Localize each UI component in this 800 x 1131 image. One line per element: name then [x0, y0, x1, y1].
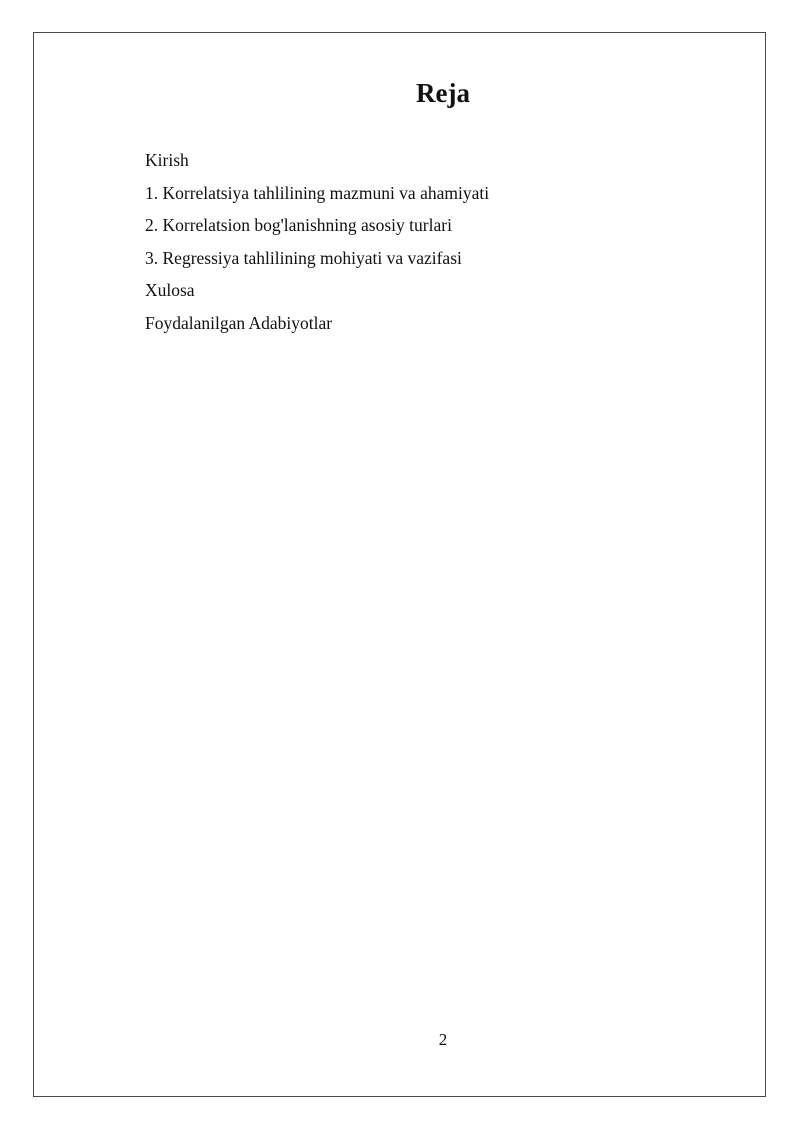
toc-item-conclusion: Xulosa: [145, 280, 195, 301]
page-title: Reja: [416, 78, 470, 108]
page-number: 2: [438, 1030, 448, 1049]
toc-item-2: 2. Korrelatsion bog'lanishning asosiy turlari: [145, 215, 452, 236]
table-of-contents: [145, 144, 489, 340]
toc-item-references: Foydalanilgan Adabiyotlar: [145, 312, 333, 333]
toc-item-3: 3. Regressiya tahlilining mohiyati va vazifasi: [145, 247, 462, 268]
toc-item-introduction: Kirish: [145, 150, 189, 170]
toc-item-1: 1. Korrelatsiya tahlilining mazmuni va ahamiyati: [145, 182, 490, 203]
